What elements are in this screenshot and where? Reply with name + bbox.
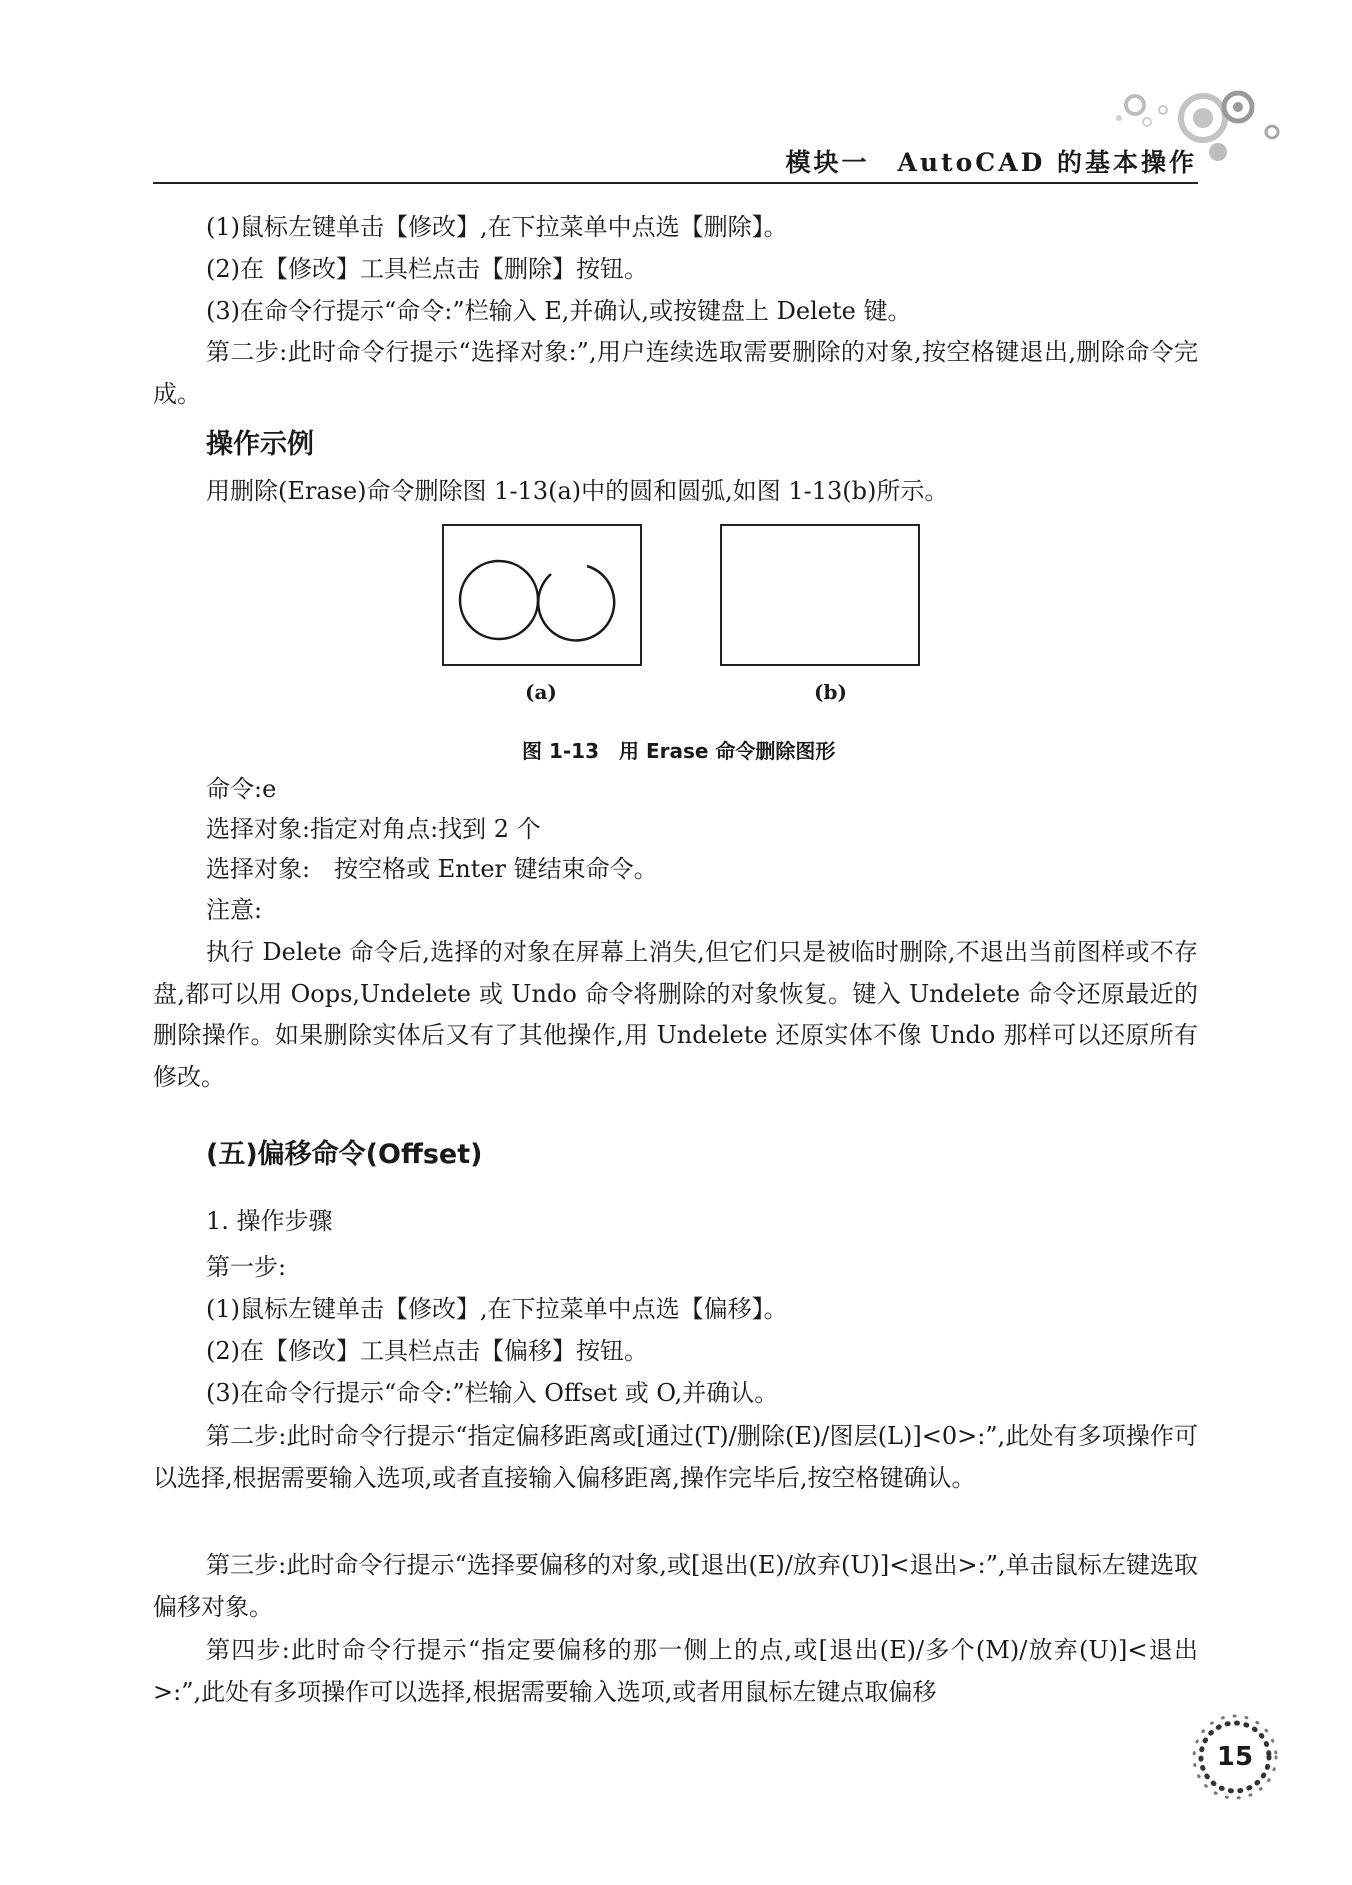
delete-step-2: (2)在【修改】工具栏点击【删除】按钮。	[206, 255, 648, 283]
offset-subheading: 1. 操作步骤	[206, 1207, 333, 1235]
figure-b-frame	[720, 524, 920, 666]
offset-third-step: 第三步:此时命令行提示“选择要偏移的对象,或[退出(E)/放弃(U)]<退出>:”,单击鼠标左键选取偏移对象。	[153, 1551, 1198, 1621]
example-intro: 用删除(Erase)命令删除图 1-13(a)中的圆和圆弧,如图 1-13(b)所示。	[206, 477, 949, 505]
delete-second-step: 第二步:此时命令行提示“选择对象:”,用户连续选取需要删除的对象,按空格键退出,删除命令完成。	[153, 338, 1198, 408]
offset-second-step: 第二步:此时命令行提示“指定偏移距离或[通过(T)/删除(E)/图层(L)]<0>:”,此处有多项操作可以选择,根据需要输入选项,或者直接输入偏移距离,操作完毕后,按空格键确认。	[153, 1422, 1198, 1492]
offset-step-2: (2)在【修改】工具栏点击【偏移】按钮。	[206, 1337, 648, 1365]
figure-b-label: (b)	[814, 680, 847, 704]
header-title: 模块一 AutoCAD 的基本操作	[785, 148, 1197, 177]
figure-a-circle	[460, 561, 538, 639]
note-paragraph: 执行 Delete 命令后,选择的对象在屏幕上消失,但它们只是被临时删除,不退出当前图样或不存盘,都可以用 Oops,Undelete 或 Undo 命令将删除的对象恢复。键入 Undelete 命令还原最近的删除操作。如果删除实体后又有了其他操作,用 Undelete 还原实体不像 Undo 那样可以还原所有修改。	[153, 938, 1198, 1091]
figure-a-drawing	[444, 526, 640, 664]
offset-fourth-step: 第四步:此时命令行提示“指定要偏移的那一侧上的点,或[退出(E)/多个(M)/放弃(U)]<退出>:”,此处有多项操作可以选择,根据需要输入选项,或者用鼠标左键点取偏移	[153, 1636, 1198, 1706]
command-line-2: 选择对象:指定对角点:找到 2 个	[206, 815, 541, 843]
example-heading: 操作示例	[206, 429, 314, 460]
command-line-3: 选择对象: 按空格或 Enter 键结束命令。	[206, 855, 658, 883]
command-line-1: 命令:e	[206, 775, 277, 803]
figure-a-label: (a)	[525, 680, 557, 704]
figure-a-arc	[538, 566, 614, 640]
delete-step-3: (3)在命令行提示“命令:”栏输入 E,并确认,或按键盘上 Delete 键。	[206, 297, 912, 325]
page-number: 15	[1216, 1742, 1254, 1772]
offset-first-step: 第一步:	[206, 1253, 287, 1281]
delete-step-1: (1)鼠标左键单击【修改】,在下拉菜单中点选【删除】。	[206, 213, 788, 241]
offset-step-3: (3)在命令行提示“命令:”栏输入 Offset 或 O,并确认。	[206, 1379, 779, 1407]
note-label: 注意:	[206, 896, 263, 924]
figure-a-frame	[442, 524, 642, 666]
offset-step-1: (1)鼠标左键单击【修改】,在下拉菜单中点选【偏移】。	[206, 1295, 788, 1323]
page-number-badge	[1190, 1712, 1280, 1802]
header-rule	[153, 182, 1198, 184]
figure-caption: 图 1-13 用 Erase 命令删除图形	[522, 739, 836, 763]
offset-heading: (五)偏移命令(Offset)	[206, 1139, 483, 1170]
